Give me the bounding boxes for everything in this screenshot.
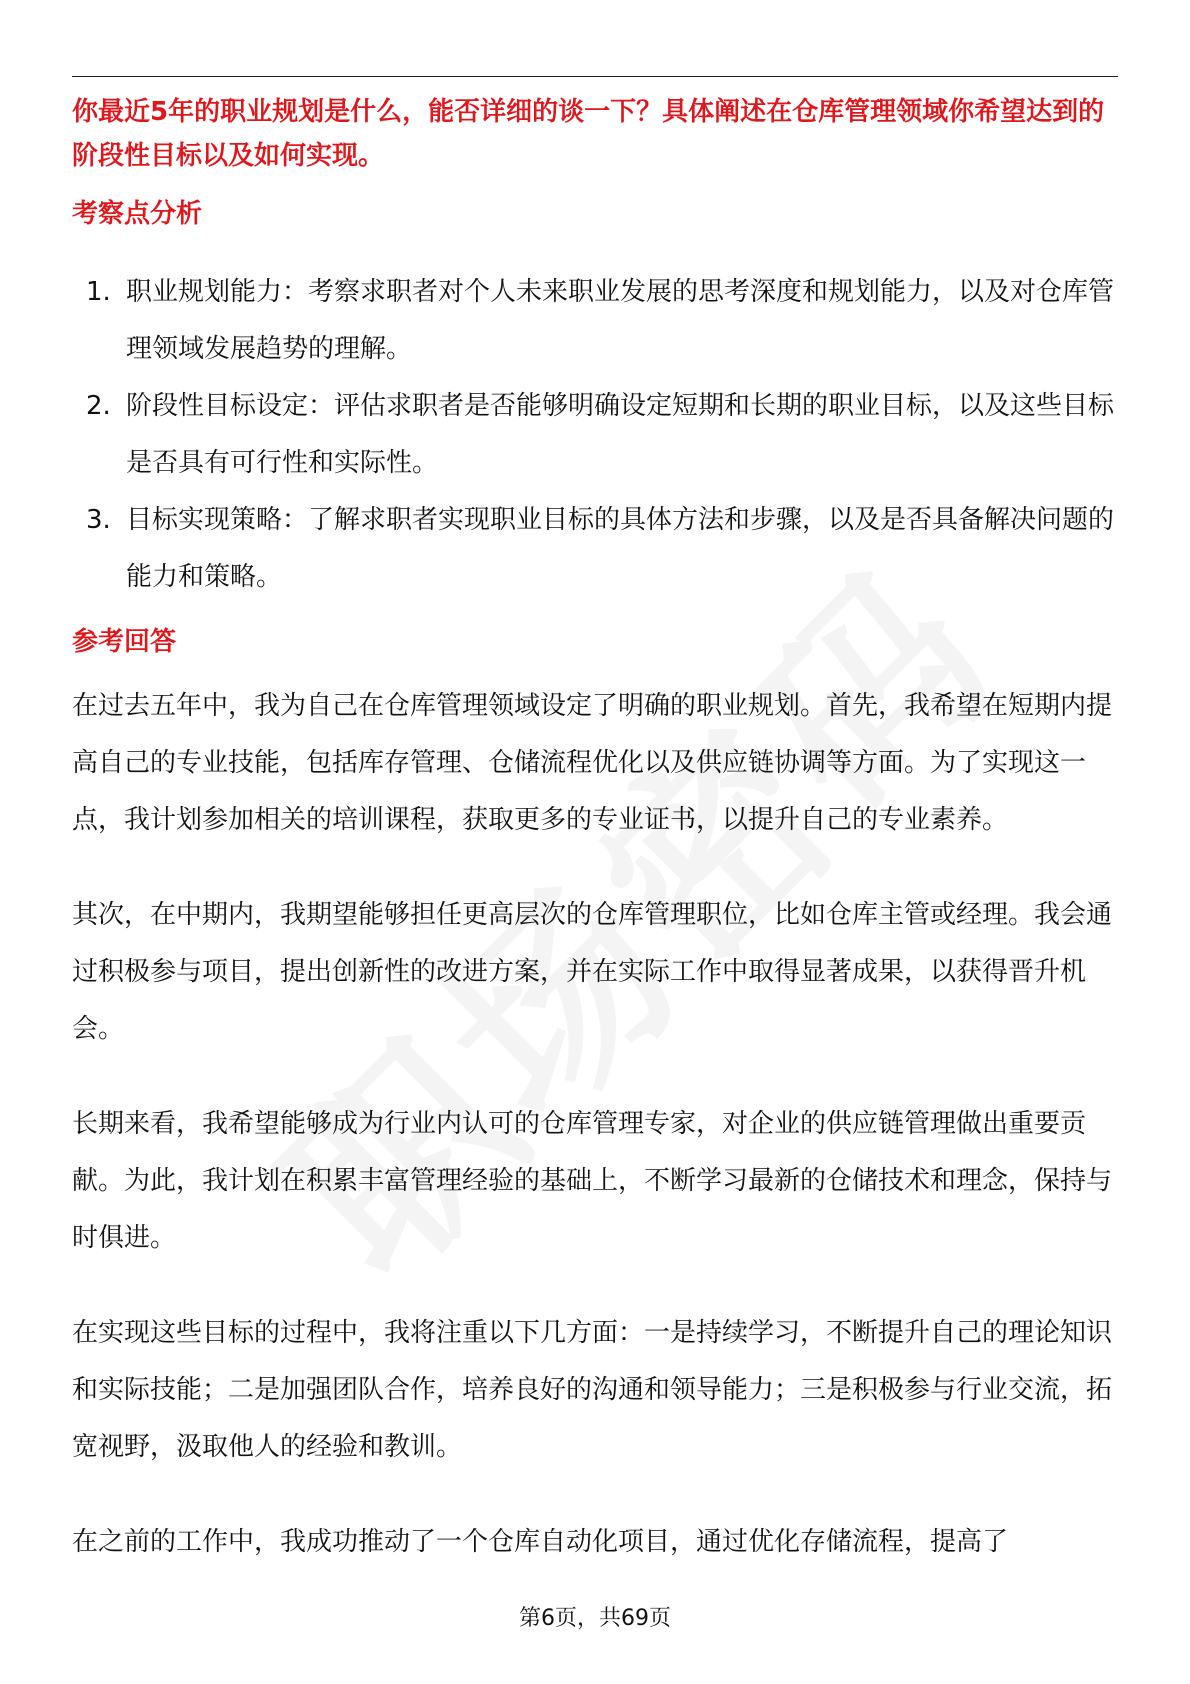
answer-heading: 参考回答 (72, 627, 177, 657)
list-item (72, 264, 1118, 378)
list-item-number: 2. (86, 391, 111, 421)
answer-paragraph: 在过去五年中，我为自己在仓库管理领域设定了明确的职业规划。首先，我希望在短期内提高自己的专业技能，包括库存管理、仓储流程优化以及供应链协调等方面。为了实现这一点，我计划参加相关的培训课程，获取更多的专业证书，以提升自己的专业素养。 (72, 691, 1113, 835)
list-item-text: 阶段性目标设定：评估求职者是否能够明确设定短期和长期的职业目标，以及这些目标是否具有可行性和实际性。 (126, 391, 1115, 478)
answer-paragraph: 在实现这些目标的过程中，我将注重以下几方面：一是持续学习，不断提升自己的理论知识和实际技能；二是加强团队合作，培养良好的沟通和领导能力；三是积极参与行业交流，拓宽视野，汲取他人的经验和教训。 (72, 1318, 1113, 1462)
answer-paragraph: 其次，在中期内，我期望能够担任更高层次的仓库管理职位，比如仓库主管或经理。我会通过积极参与项目，提出创新性的改进方案，并在实际工作中取得显著成果，以获得晋升机会。 (72, 900, 1113, 1044)
list-item (72, 492, 1118, 606)
list-item (72, 378, 1118, 492)
list-item-number: 3. (86, 505, 111, 535)
top-divider (72, 76, 1118, 77)
analysis-heading: 考察点分析 (72, 199, 203, 229)
page-content (72, 90, 1118, 1571)
analysis-list (72, 264, 1118, 606)
list-item-number: 1. (86, 277, 111, 307)
answer-paragraph: 长期来看，我希望能够成为行业内认可的仓库管理专家，对企业的供应链管理做出重要贡献。为此，我计划在积累丰富管理经验的基础上，不断学习最新的仓储技术和理念，保持与时俱进。 (72, 1109, 1113, 1253)
answer-paragraph: 在之前的工作中，我成功推动了一个仓库自动化项目，通过优化存储流程，提高了 (72, 1527, 1009, 1557)
list-item-text: 目标实现策略：了解求职者实现职业目标的具体方法和步骤，以及是否具备解决问题的能力和策略。 (126, 505, 1115, 592)
list-item-text: 职业规划能力：考察求职者对个人未来职业发展的思考深度和规划能力，以及对仓库管理领域发展趋势的理解。 (126, 277, 1115, 364)
page-number: 第6页，共69页 (519, 1606, 671, 1631)
question-title: 你最近5年的职业规划是什么，能否详细的谈一下？具体阐述在仓库管理领域你希望达到的阶段性目标以及如何实现。 (72, 97, 1105, 171)
